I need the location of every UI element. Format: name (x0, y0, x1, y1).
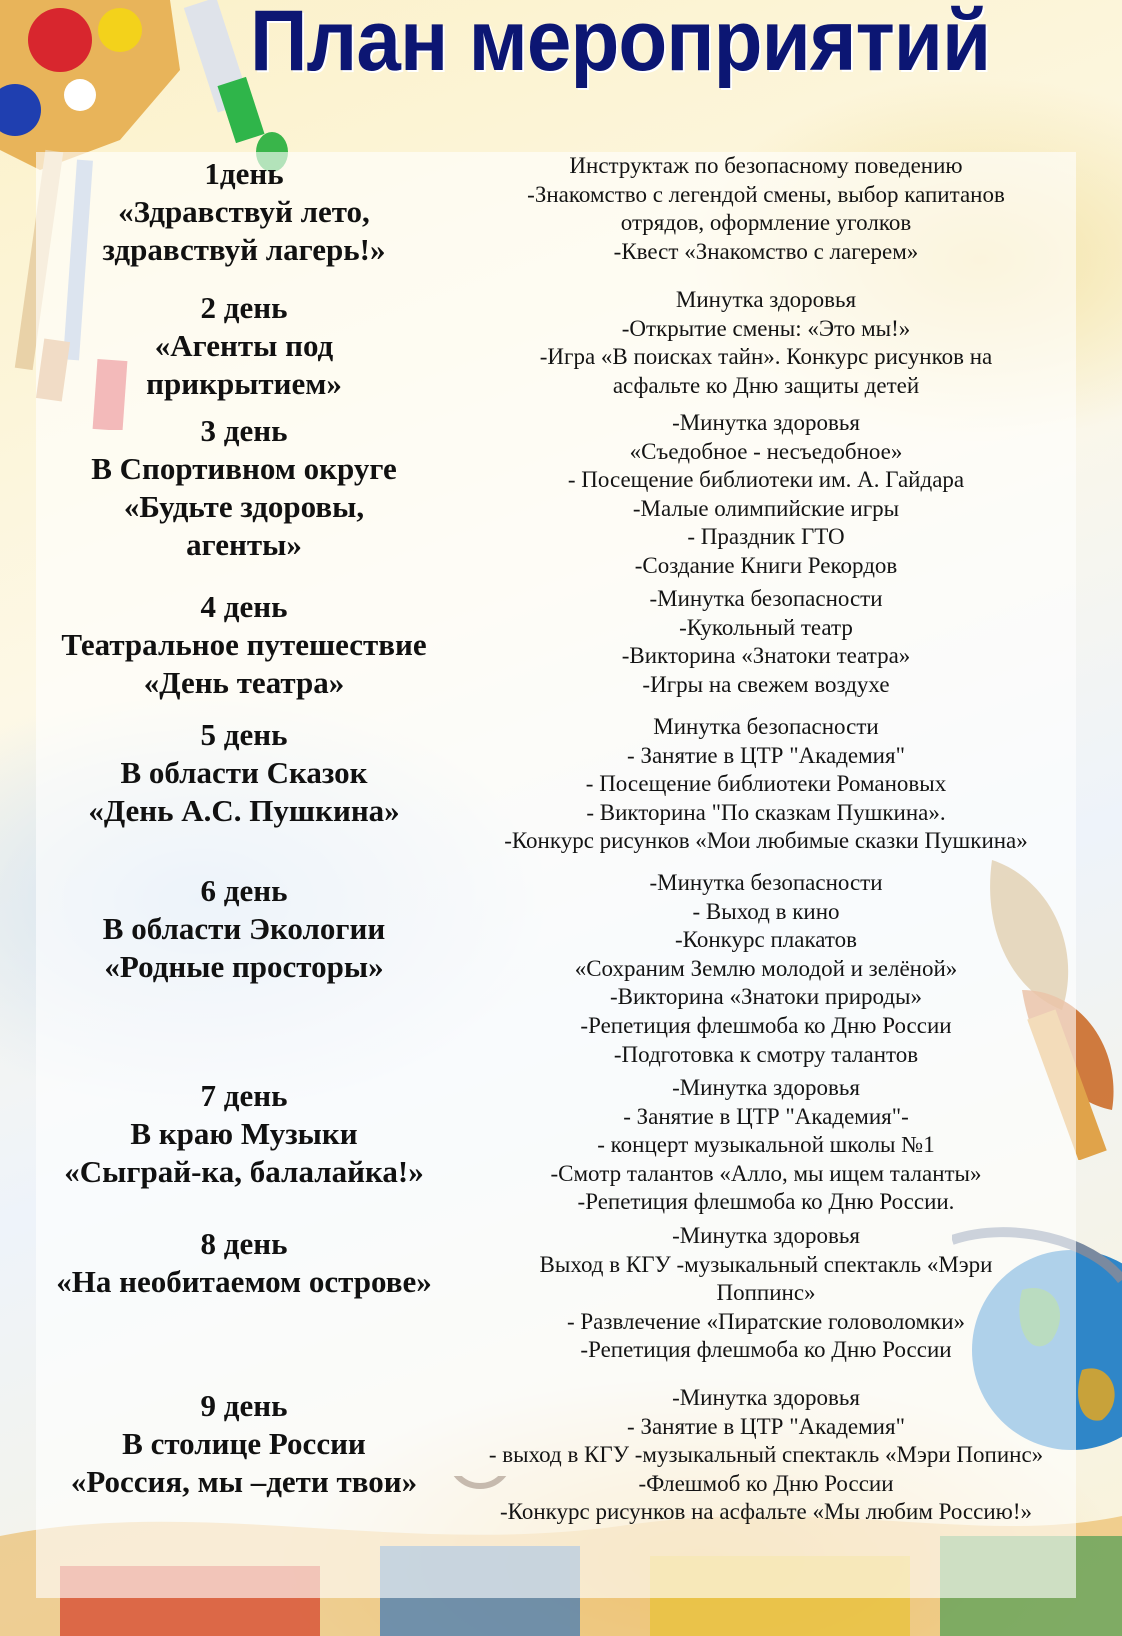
day-activities (456, 152, 1076, 266)
activity-line: -Минутка здоровья (672, 1385, 860, 1410)
activity-line: «Сохраним Землю молодой и зелёной» (574, 955, 958, 981)
activity-line: «Съедобное - несъедобное» (629, 438, 903, 464)
day-theme-line: агенты» (186, 527, 302, 562)
page-title: План мероприятий (250, 0, 991, 89)
activity-line: -Репетиция флешмоба ко Дню России (580, 1012, 952, 1038)
day-activities (456, 286, 1076, 400)
day-activities (456, 713, 1076, 856)
day-theme-line: «День театра» (143, 665, 345, 700)
activity-line: -Кукольный театр (679, 614, 853, 640)
activity-line: - концерт музыкальной школы №1 (597, 1132, 935, 1158)
day-header (36, 872, 452, 986)
day-activities (456, 409, 1076, 581)
day-theme-line: «Сыграй-ка, балалайка!» (64, 1154, 424, 1189)
day-number: 7 день (200, 1078, 288, 1113)
activity-line: -Игра «В поисках тайн». Конкурс рисунков на (539, 344, 993, 370)
day-theme-line: В области Экологии (102, 911, 386, 946)
day-theme-line: «Здравствуй лето, (118, 194, 370, 229)
day-number: 9 день (200, 1388, 288, 1423)
activity-line: отрядов, оформление уголков (620, 210, 912, 236)
activity-line: Минутка безопасности (653, 714, 879, 739)
day-theme-line: «Родные просторы» (104, 949, 384, 984)
activity-line: -Минутка безопасности (649, 586, 883, 611)
activity-line: - Посещение библиотеки Романовых (585, 771, 947, 797)
day-theme-line: здравствуй лагерь!» (102, 232, 386, 267)
day-header (36, 588, 452, 702)
day-number: 3 день (200, 413, 288, 448)
activity-line: -Флешмоб ко Дню России (638, 1470, 894, 1496)
day-activities (456, 869, 1076, 1069)
day-theme-line: «Будьте здоровы, (123, 489, 365, 524)
activity-line: -Минутка здоровья (672, 1075, 860, 1100)
day-theme-line: «Россия, мы –дети твои» (70, 1464, 418, 1499)
activity-line: -Репетиция флешмоба ко Дню России (580, 1337, 952, 1363)
activity-line: - Развлечение «Пиратские головоломки» (566, 1308, 966, 1334)
activity-line: -Конкурс рисунков «Мои любимые сказки Пушкина» (504, 828, 1028, 854)
activity-line: Инструктаж по безопасному поведению (569, 153, 963, 178)
activity-line: -Создание Книги Рекордов (634, 552, 898, 578)
day-header (36, 1225, 452, 1301)
activity-line: -Конкурс плакатов (674, 927, 857, 953)
activity-line: -Подготовка к смотру талантов (613, 1041, 919, 1067)
day-number: 8 день (200, 1226, 288, 1261)
day-number: 6 день (200, 873, 288, 908)
activity-line: - выход в КГУ -музыкальный спектакль «Мэри Попинс» (488, 1442, 1044, 1468)
activity-line: -Игры на свежем воздухе (642, 671, 890, 697)
activity-line: - Праздник ГТО (687, 524, 845, 550)
activity-line: -Смотр талантов «Алло, мы ищем таланты» (550, 1160, 982, 1186)
activity-line: асфальте ко Дню защиты детей (612, 372, 920, 398)
activity-line: - Занятие в ЦТР "Академия" (627, 1413, 905, 1439)
day-header (36, 289, 452, 403)
activity-line: -Знакомство с легендой смены, выбор капитанов (527, 181, 1005, 207)
activity-line: - Выход в кино (692, 898, 840, 924)
day-activities (456, 1074, 1076, 1217)
day-theme-line: прикрытием» (146, 366, 342, 401)
day-header (36, 155, 452, 269)
day-theme-line: В краю Музыки (130, 1116, 358, 1151)
day-theme-line: В столице России (122, 1426, 366, 1461)
day-header (36, 1387, 452, 1501)
activity-line: -Репетиция флешмоба ко Дню России. (577, 1189, 955, 1215)
day-theme-line: В области Сказок (120, 755, 368, 790)
day-number: 2 день (200, 290, 288, 325)
day-number: 1день (204, 156, 284, 191)
activity-line: Минутка здоровья (675, 287, 857, 312)
activity-line: - Занятие в ЦТР "Академия" (627, 742, 905, 768)
day-theme-line: «День А.С. Пушкина» (88, 793, 400, 828)
activity-line: -Минутка здоровья (672, 1223, 860, 1248)
day-theme-line: «На необитаемом острове» (56, 1264, 432, 1299)
activity-line: Выход в КГУ -музыкальный спектакль «Мэри (539, 1251, 993, 1277)
activity-line: -Викторина «Знатоки природы» (609, 984, 923, 1010)
day-theme-line: «Агенты под (154, 328, 334, 363)
day-activities (456, 585, 1076, 699)
day-number: 4 день (200, 589, 288, 624)
activity-line: -Минутка безопасности (649, 870, 883, 895)
activity-line: Поппинс» (716, 1280, 816, 1306)
activity-line: -Минутка здоровья (672, 410, 860, 435)
activity-line: -Открытие смены: «Это мы!» (621, 315, 911, 341)
activity-line: -Конкурс рисунков на асфальте «Мы любим Россию!» (500, 1499, 1032, 1525)
activity-line: - Посещение библиотеки им. А. Гайдара (567, 467, 965, 493)
day-header (36, 716, 452, 830)
day-header (36, 1077, 452, 1191)
activity-line: - Викторина "По сказкам Пушкина». (586, 799, 946, 825)
day-theme-line: В Спортивном округе (91, 451, 397, 486)
day-activities (456, 1222, 1076, 1365)
activity-line: -Малые олимпийские игры (632, 495, 900, 521)
day-theme-line: Театральное путешествие (61, 627, 427, 662)
activity-line: -Квест «Знакомство с лагерем» (613, 238, 919, 264)
day-activities (456, 1384, 1076, 1527)
activity-line: - Занятие в ЦТР "Академия"- (623, 1103, 909, 1129)
activity-line: -Викторина «Знатоки театра» (621, 643, 911, 669)
day-header (36, 412, 452, 564)
day-number: 5 день (200, 717, 288, 752)
